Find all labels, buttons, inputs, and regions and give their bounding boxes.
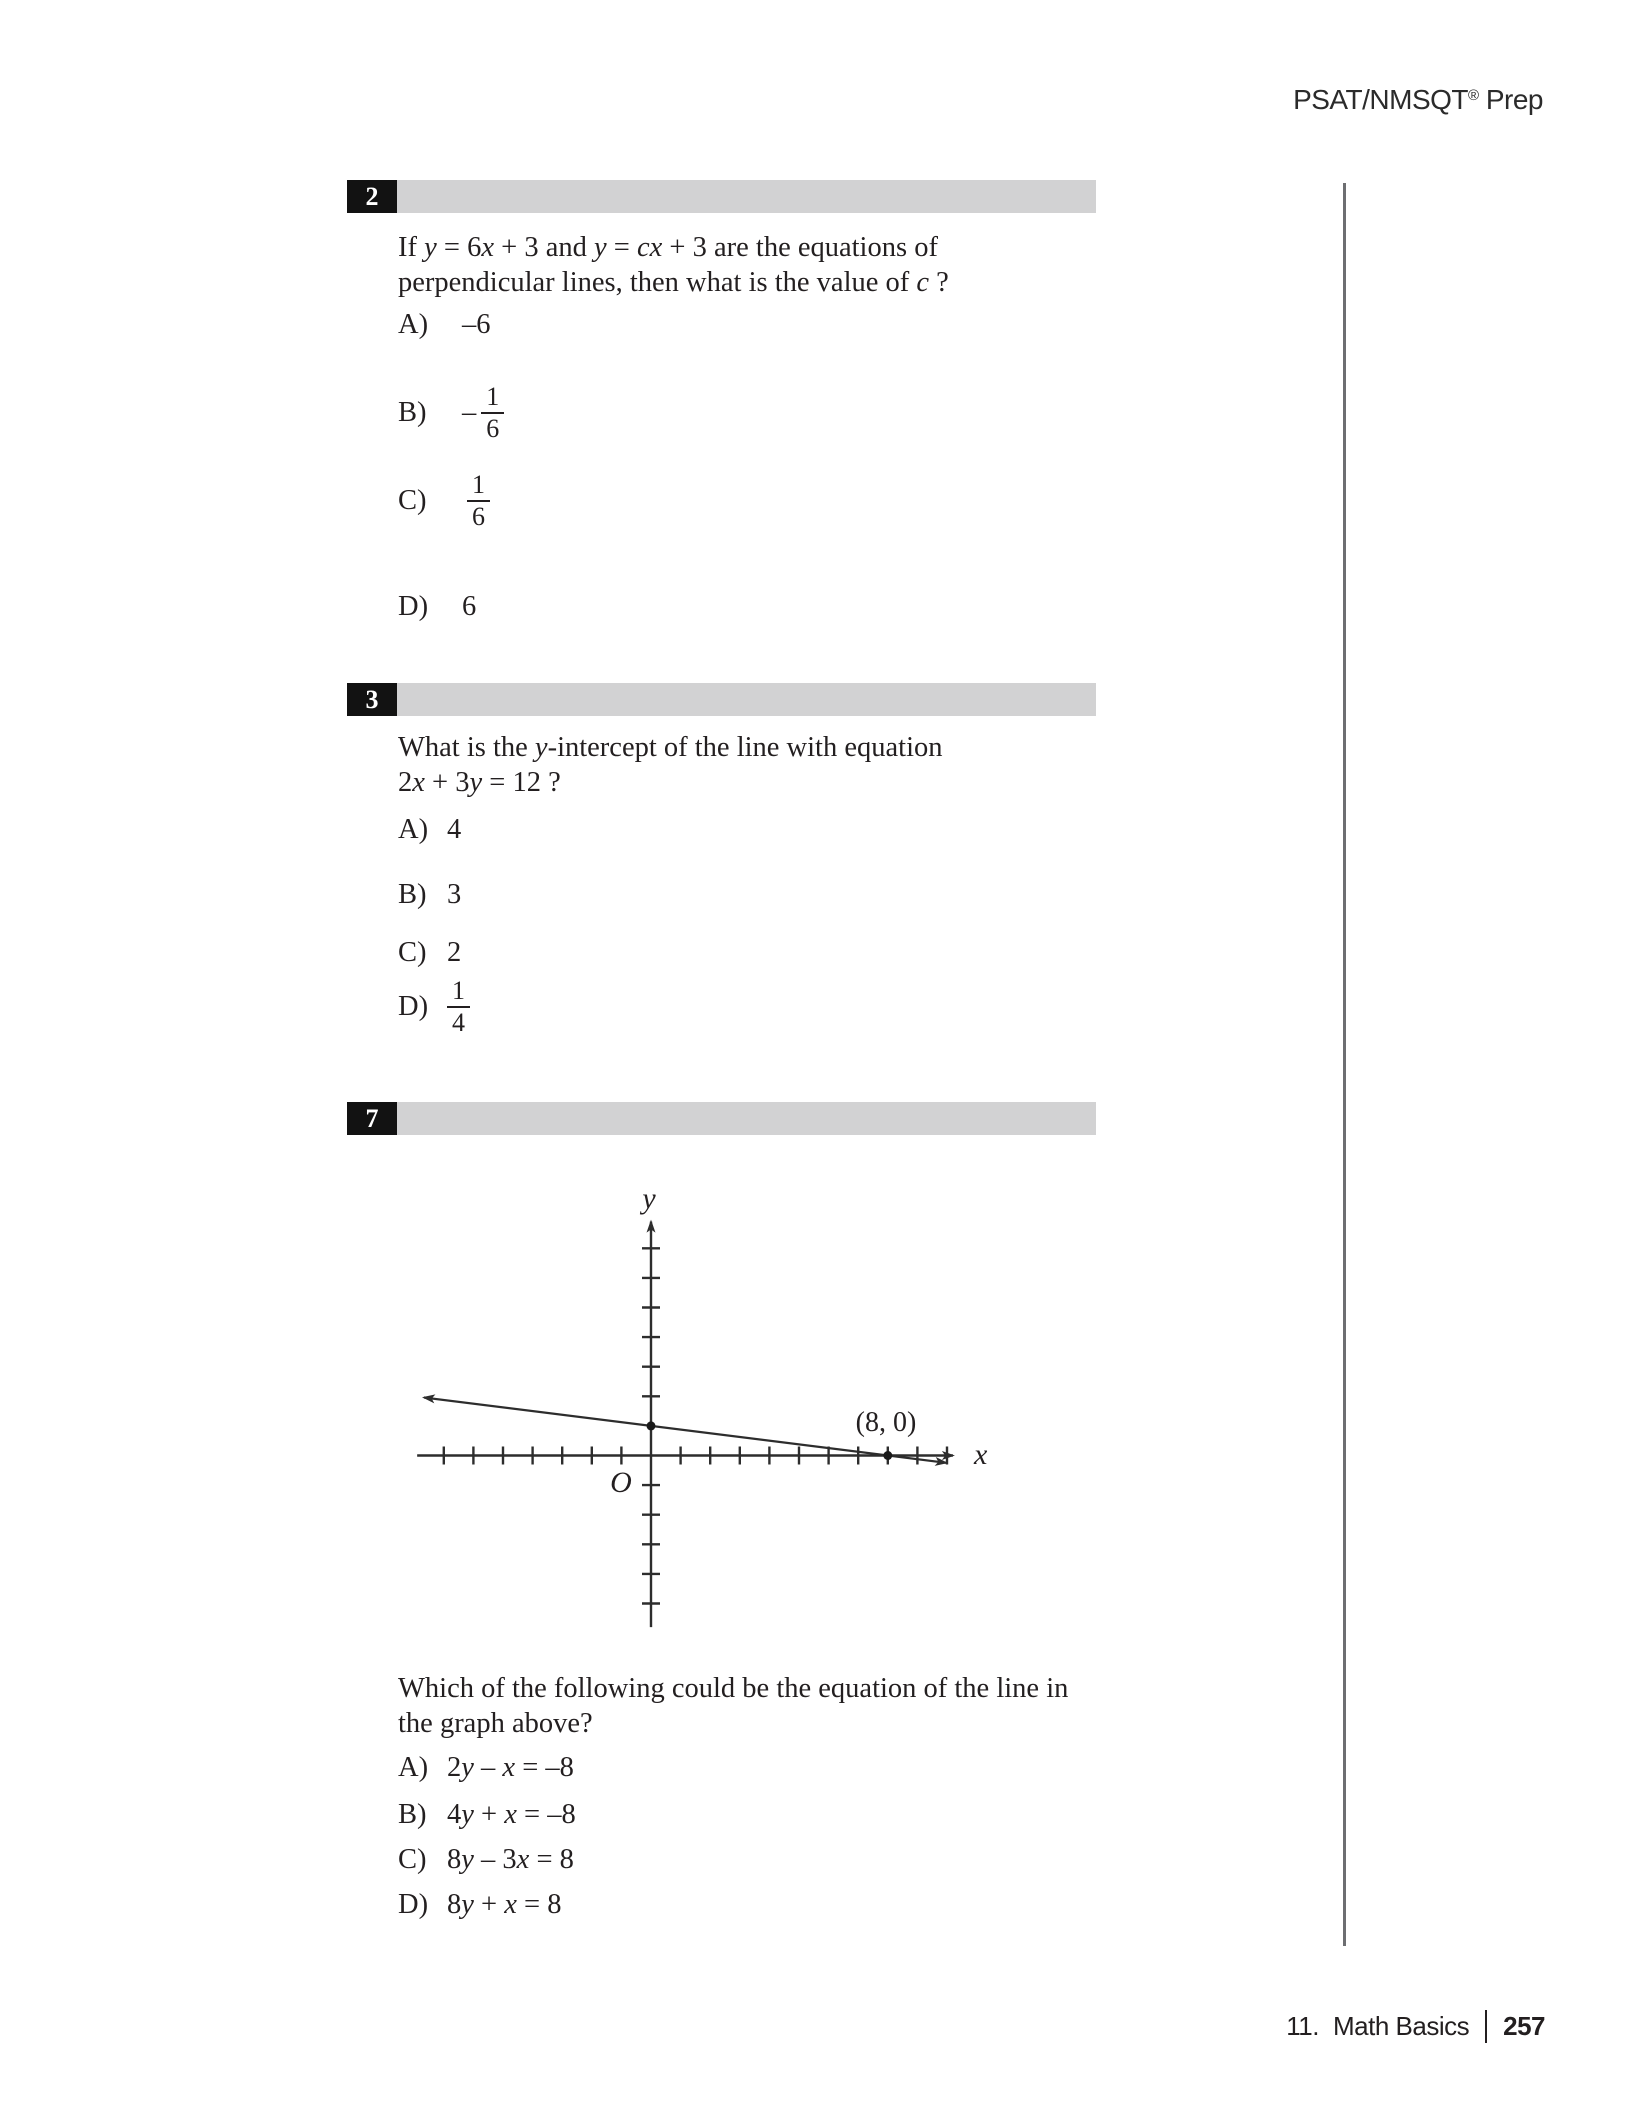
- question-7-header-bar: [347, 1102, 1096, 1135]
- question-2-prompt: [398, 230, 1098, 300]
- fraction: [481, 382, 504, 444]
- choice-label: B): [398, 1799, 427, 1830]
- question-3-number-box: [347, 683, 397, 716]
- choice-label: B): [398, 879, 427, 910]
- choice-row-7c: [398, 1843, 574, 1877]
- choice-row-7b: [398, 1798, 576, 1832]
- choice-row-2c: [398, 470, 490, 532]
- choice-label: C): [398, 485, 427, 516]
- fraction-numerator: 1: [452, 976, 465, 1005]
- data-point-dot: [647, 1421, 656, 1430]
- prompt-line: If y = 6x + 3 and y = cx + 3 are the equations of: [398, 232, 938, 263]
- question-3-header-bar: [347, 683, 1096, 716]
- choice-row-3d: [398, 976, 470, 1038]
- choice-row-3a: [398, 813, 461, 847]
- fraction-denominator: 6: [481, 412, 504, 444]
- page-margin-rule: [1343, 183, 1346, 1946]
- data-point-dot: [883, 1451, 892, 1460]
- question-2-header-bar: [347, 180, 1096, 213]
- choice-value: 3: [447, 879, 462, 910]
- choice-row-2d: [398, 590, 476, 624]
- choice-label: B): [398, 397, 427, 428]
- prompt-line: perpendicular lines, then what is the value of c ?: [398, 267, 949, 298]
- point-label: (8, 0): [855, 1407, 917, 1438]
- choice-label: A): [398, 309, 429, 340]
- chapter-number: 11.: [1286, 2011, 1319, 2041]
- choice-row-7d: [398, 1888, 561, 1922]
- fraction-numerator: 1: [472, 470, 485, 499]
- prompt-line: Which of the following could be the equation of the line in: [398, 1673, 1069, 1704]
- coordinate-plane-figure: [380, 1170, 1020, 1650]
- footer-divider: [1485, 2010, 1487, 2043]
- choice-label: A): [398, 1752, 429, 1783]
- choice-label: C): [398, 1844, 427, 1875]
- chapter-title: Math Basics: [1333, 2011, 1470, 2041]
- fraction: [447, 976, 470, 1038]
- choice-label: D): [398, 591, 429, 622]
- brand-text: PSAT/NMSQT: [1293, 84, 1468, 115]
- registered-mark: ®: [1468, 87, 1479, 104]
- page-number: 257: [1503, 2011, 1545, 2041]
- minus-sign: –: [462, 397, 477, 428]
- question-7-number: 7: [365, 1103, 379, 1133]
- page-footer: [1286, 2010, 1545, 2043]
- choice-row-3b: [398, 878, 461, 912]
- prompt-line: the graph above?: [398, 1708, 593, 1739]
- choice-value: 2: [447, 937, 462, 968]
- fraction: [467, 470, 490, 532]
- choice-label: C): [398, 937, 427, 968]
- choice-value: 2y – x = –8: [447, 1752, 574, 1783]
- choice-row-2b: [398, 382, 504, 444]
- choice-value: 8y + x = 8: [447, 1889, 562, 1920]
- origin-label: O: [610, 1466, 632, 1499]
- choice-value: 4y + x = –8: [447, 1799, 576, 1830]
- choice-value: 8y – 3x = 8: [447, 1844, 574, 1875]
- choice-row-3c: [398, 936, 461, 970]
- question-7-prompt: [398, 1671, 1098, 1741]
- x-axis-label: x: [974, 1438, 988, 1471]
- choice-row-7a: [398, 1751, 574, 1785]
- brand-suffix: Prep: [1478, 84, 1543, 115]
- choice-label: D): [398, 1889, 429, 1920]
- choice-label: A): [398, 814, 429, 845]
- choice-label: D): [398, 991, 429, 1022]
- question-3-number: 3: [365, 684, 379, 714]
- choice-row-2a: [398, 308, 491, 342]
- y-axis-label: y: [642, 1182, 656, 1215]
- prompt-line: 2x + 3y = 12 ?: [398, 767, 561, 798]
- question-2-number: 2: [365, 181, 379, 211]
- question-3-prompt: [398, 730, 1098, 800]
- question-7-number-box: [347, 1102, 397, 1135]
- fraction-numerator: 1: [486, 382, 500, 411]
- fraction-denominator: 4: [447, 1006, 470, 1038]
- fraction-denominator: 6: [467, 500, 490, 532]
- page-header: [1293, 84, 1543, 116]
- choice-value: 4: [447, 814, 462, 845]
- prompt-line: What is the y-intercept of the line with equation: [398, 732, 943, 763]
- choice-value: 6: [462, 591, 477, 622]
- question-2-number-box: [347, 180, 397, 213]
- choice-value: –6: [462, 309, 491, 340]
